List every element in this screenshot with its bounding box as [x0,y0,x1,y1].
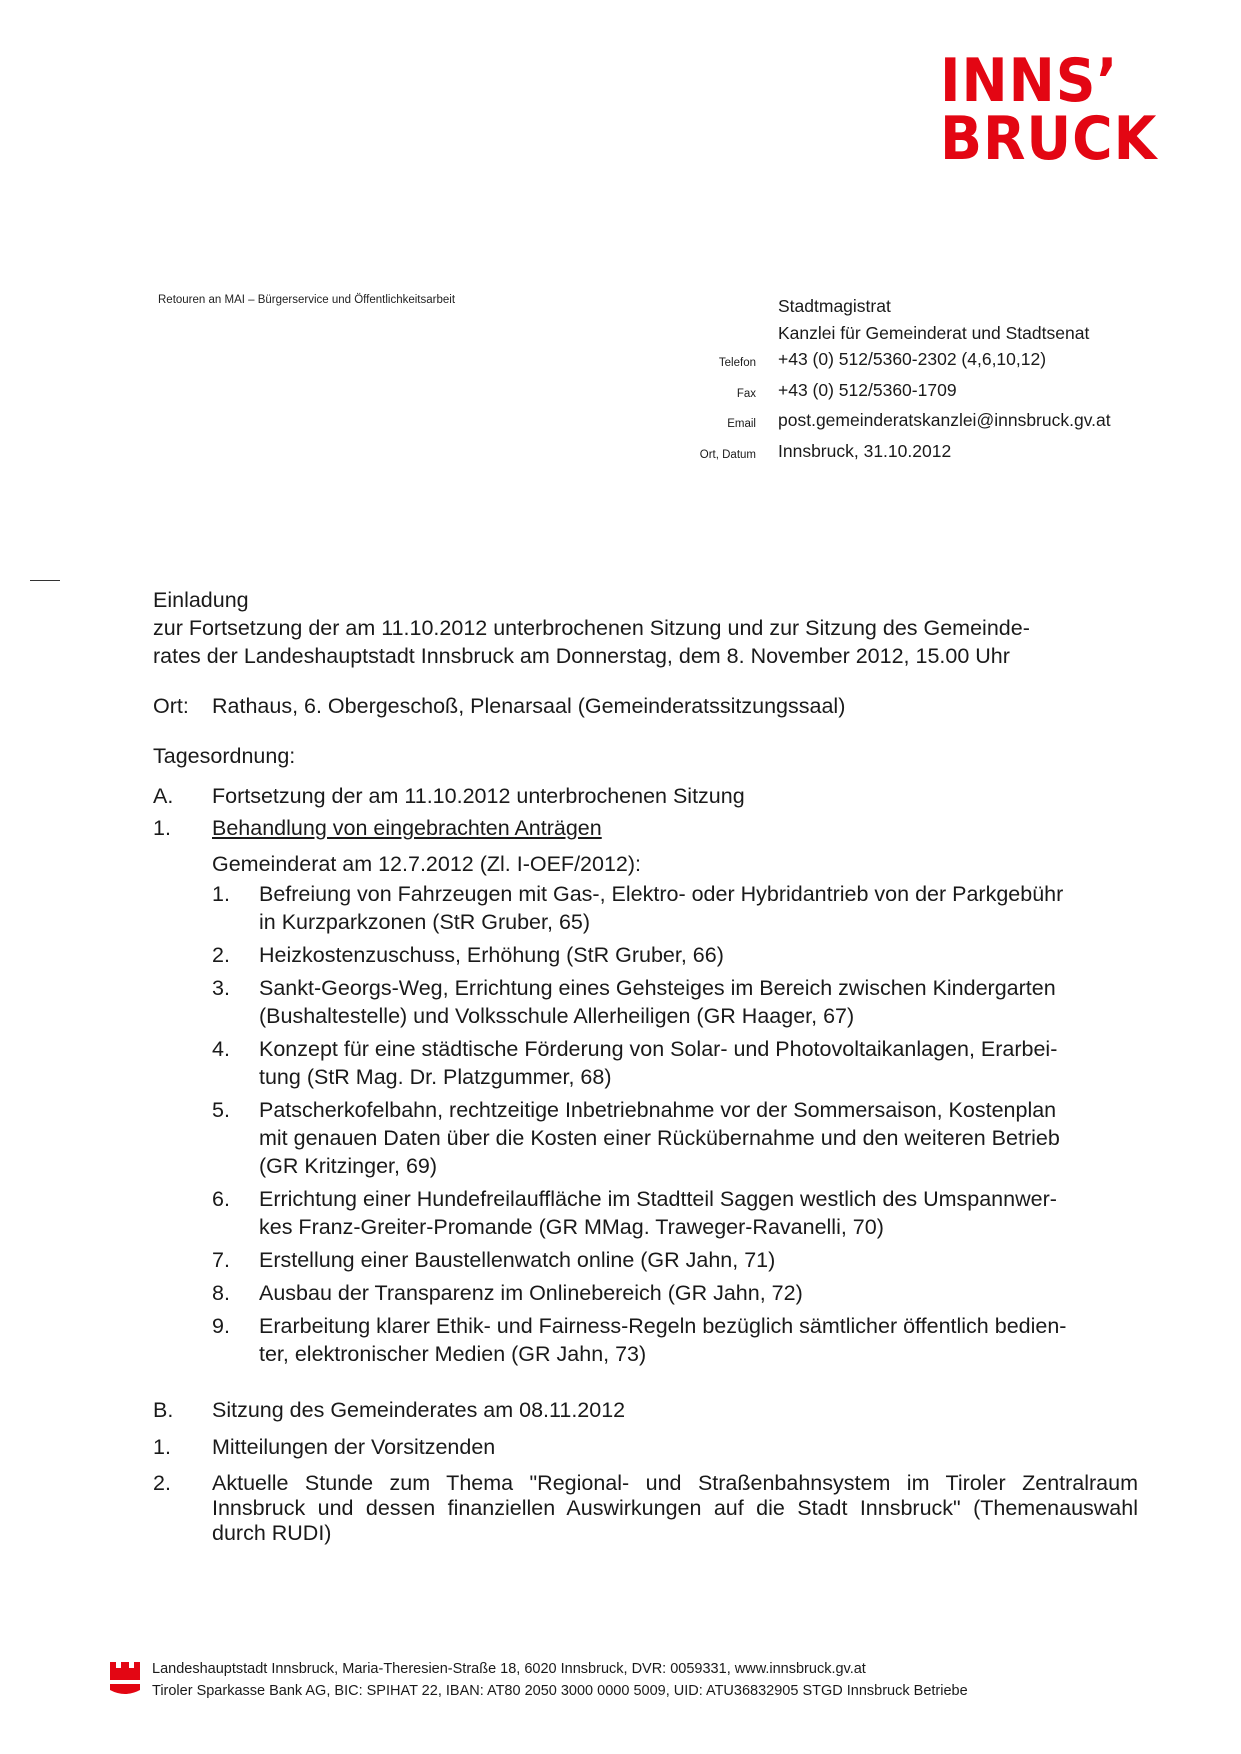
list-item-text: (GR Kritzinger, 69) [259,1154,438,1178]
list-item-text: Heizkostenzuschuss, Erhöhung (StR Gruber, 66) [259,943,724,967]
fax-label: Fax [736,387,756,400]
section-b-letter: B. [153,1398,174,1422]
section-b-item-number: 1. [153,1435,171,1459]
list-item-number: 6. [212,1187,230,1211]
list-item-text: Konzept für eine städtische Förderung von Solar- und Photovoltaikanlagen, Erarbei- [259,1037,1058,1061]
section-a-title: Fortsetzung der am 11.10.2012 unterbrochenen Sitzung [212,784,745,808]
phone-value: +43 (0) 512/5360-2302 (4,6,10,12) [778,349,1047,369]
fold-mark [30,580,60,581]
list-item-text: Erarbeitung klarer Ethik- und Fairness-Regeln bezüglich sämtlicher öffentlich bedien- [259,1314,1067,1338]
list-item [212,1312,1138,1368]
list-item-text: Patscherkofelbahn, rechtzeitige Inbetriebnahme vor der Sommersaison, Kostenplan [259,1098,1057,1122]
list-item-text: Befreiung von Fahrzeugen mit Gas-, Elektro- oder Hybridantrieb von der Parkgebühr [259,882,1064,906]
list-item-number: 5. [212,1098,230,1122]
list-item-text: Sankt-Georgs-Weg, Errichtung eines Gehsteiges im Bereich zwischen Kindergarten [259,976,1056,1000]
list-item-text: mit genauen Daten über die Kosten einer Rückübernahme und den weiteren Betrieb [259,1126,1060,1150]
list-item [212,941,1138,969]
section-a-item-title: Behandlung von eingebrachten Anträgen [212,816,602,840]
date-label: Ort, Datum [699,448,756,461]
intro-line-1: zur Fortsetzung der am 11.10.2012 unterbrochenen Sitzung und zur Sitzung des Gemeinde- [153,616,1030,640]
email-label: Email [727,418,756,430]
list-item-number: 4. [212,1037,230,1061]
location-value: Rathaus, 6. Obergeschoß, Plenarsaal (Gemeinderatssitzungssaal) [212,694,846,718]
list-item [212,880,1138,936]
list-item-text: tung (StR Mag. Dr. Platzgummer, 68) [259,1065,612,1089]
list-item [212,1279,1138,1307]
letter-body [153,586,1138,1546]
list-item-text: ter, elektronischer Medien (GR Jahn, 73) [259,1342,647,1366]
sub-heading: Gemeinderat am 12.7.2012 (Zl. I-OEF/2012): [212,852,642,876]
section-b-item-number: 2. [153,1471,171,1495]
section-b-title: Sitzung des Gemeinderates am 08.11.2012 [212,1398,626,1422]
list-item-text: (Bushaltestelle) und Volksschule Allerheiligen (GR Haager, 67) [259,1004,855,1028]
return-address: Retouren an MAI – Bürgerservice und Öffentlichkeitsarbeit [158,294,456,306]
list-item-number: 1. [212,882,230,906]
document-title: Einladung [153,588,249,612]
list-item-number: 7. [212,1248,230,1272]
section-a-item-number: 1. [153,816,171,840]
date-value: Innsbruck, 31.10.2012 [778,440,952,461]
list-item-number: 3. [212,976,230,1000]
list-item-number: 8. [212,1281,230,1305]
motion-list [212,880,1138,1368]
location-row [153,692,1138,720]
phone-label: Telefon [718,357,756,369]
email-value: post.gemeinderatskanzlei@innsbruck.gv.at [778,410,1111,430]
section-b-item [153,1433,1138,1461]
list-item-text: Errichtung einer Hundefreilauffläche im Stadtteil Saggen westlich des Umspannwer- [259,1187,1057,1211]
sender-department: Stadtmagistrat [778,296,891,316]
list-item [212,1185,1138,1241]
list-item-text: in Kurzparkzonen (StR Gruber, 65) [259,910,591,934]
section-a-item-1 [153,814,1138,842]
list-item [212,974,1138,1030]
logo-line-1: INNS’ [940,46,1119,116]
footer-line-1: Landeshauptstadt Innsbruck, Maria-Theresien-Straße 18, 6020 Innsbruck, DVR: 0059331, www.innsbruck.gv.at [152,1661,866,1677]
list-item [212,1246,1138,1274]
list-item [212,1096,1138,1180]
section-b-item [153,1471,1138,1546]
sender-block [660,293,1111,468]
list-item-text: kes Franz-Greiter-Promande (GR MMag. Traweger-Ravanelli, 70) [259,1215,884,1239]
intro-line-2: rates der Landeshauptstadt Innsbruck am Donnerstag, dem 8. November 2012, 15.00 Uhr [153,644,1010,668]
list-item-number: 2. [212,943,230,967]
footer-line-2: Tiroler Sparkasse Bank AG, BIC: SPIHAT 22, IBAN: AT80 2050 3000 0000 5009, UID: ATU36832905 STGD Innsbruck Betriebe [152,1683,968,1699]
section-a-letter: A. [153,784,174,808]
list-item [212,1035,1138,1091]
fax-value: +43 (0) 512/5360-1709 [778,379,957,400]
section-b-heading [153,1396,1138,1424]
logo-line-2: BRUCK [940,104,1158,174]
city-crest-icon [108,1660,142,1700]
section-b-item-text: Mitteilungen der Vorsitzenden [212,1435,496,1459]
list-item-text: Erstellung einer Baustellenwatch online (GR Jahn, 71) [259,1248,776,1272]
section-b-item-text: Aktuelle Stunde zum Thema "Regional- und Straßenbahnsystem im Tiroler Zentralraum Innsbruck und dessen finanziellen Auswirkungen auf die Stadt Innsbruck" (Themenauswahl durch RUDI) [212,1471,1138,1545]
footer [108,1658,968,1702]
section-a-heading [153,782,1138,810]
list-item-text: Ausbau der Transparenz im Onlinebereich (GR Jahn, 72) [259,1281,803,1305]
location-label: Ort: [153,694,189,718]
agenda-label: Tagesordnung: [153,744,296,768]
list-item-number: 9. [212,1314,230,1338]
innsbruck-logo [940,46,1185,174]
sender-office: Kanzlei für Gemeinderat und Stadtsenat [778,322,1090,343]
